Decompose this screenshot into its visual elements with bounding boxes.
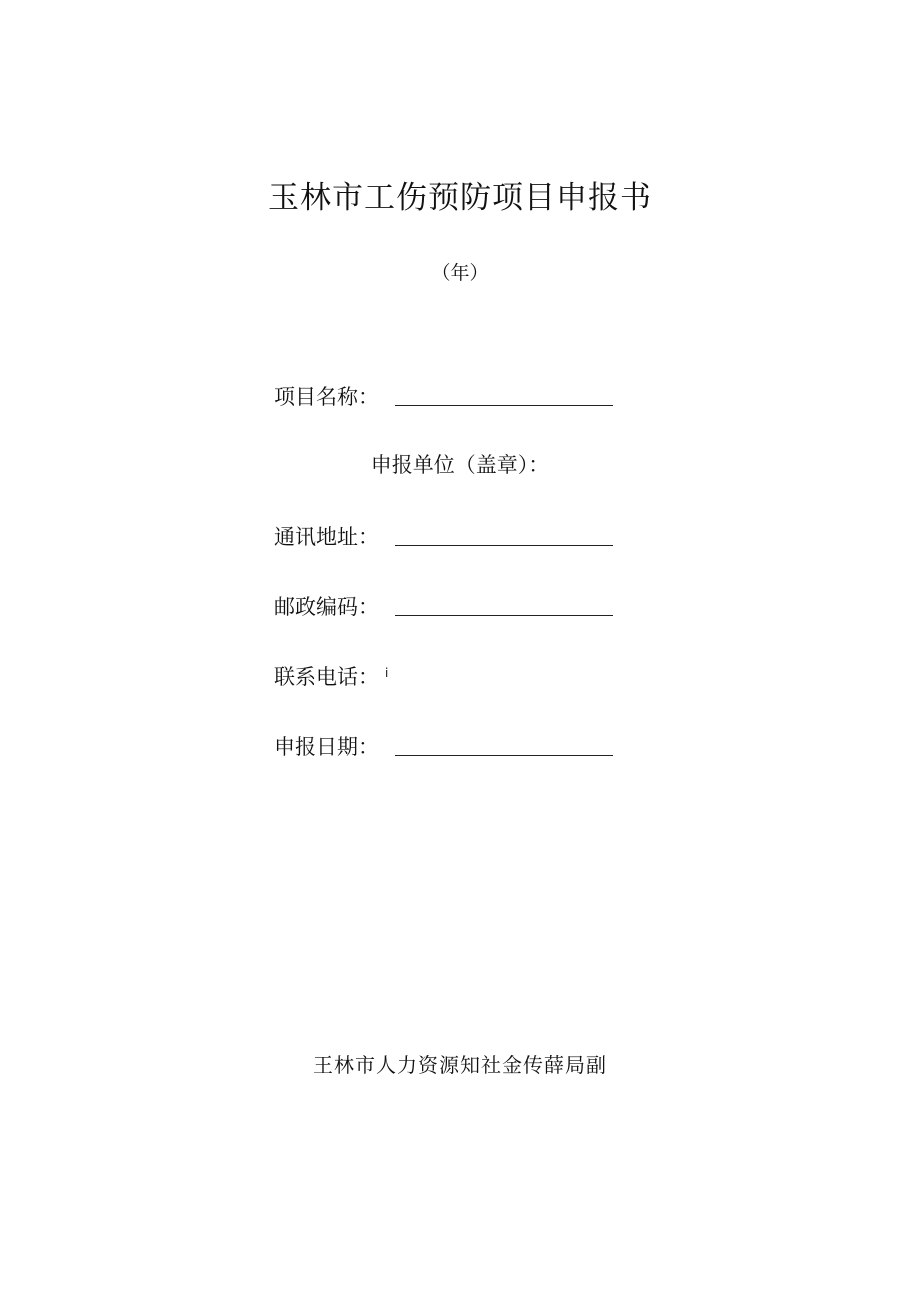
address-field — [274, 518, 613, 552]
project-name-field — [274, 378, 613, 412]
issuing-authority: 王林市人力资源知社金传薛局副 — [313, 1053, 607, 1077]
apply-date-input-line[interactable] — [395, 755, 613, 756]
postal-code-field — [274, 588, 613, 622]
project-name-label: 项目名称： — [274, 385, 379, 409]
document-title: 玉林市工伤预防项目申报书 — [268, 180, 652, 216]
applicant-unit-label: 申报单位（盖章）： — [370, 453, 550, 477]
phone-mark: i — [385, 666, 389, 680]
phone-label: 联系电话： — [274, 665, 379, 689]
postal-code-input-line[interactable] — [395, 615, 613, 616]
address-label: 通讯地址： — [274, 525, 379, 549]
apply-date-label: 申报日期： — [274, 735, 379, 759]
project-name-input-line[interactable] — [395, 405, 613, 406]
year-label: （年） — [431, 262, 489, 284]
phone-field — [274, 658, 388, 692]
address-input-line[interactable] — [395, 545, 613, 546]
apply-date-field — [274, 728, 613, 762]
postal-code-label: 邮政编码： — [274, 595, 379, 619]
